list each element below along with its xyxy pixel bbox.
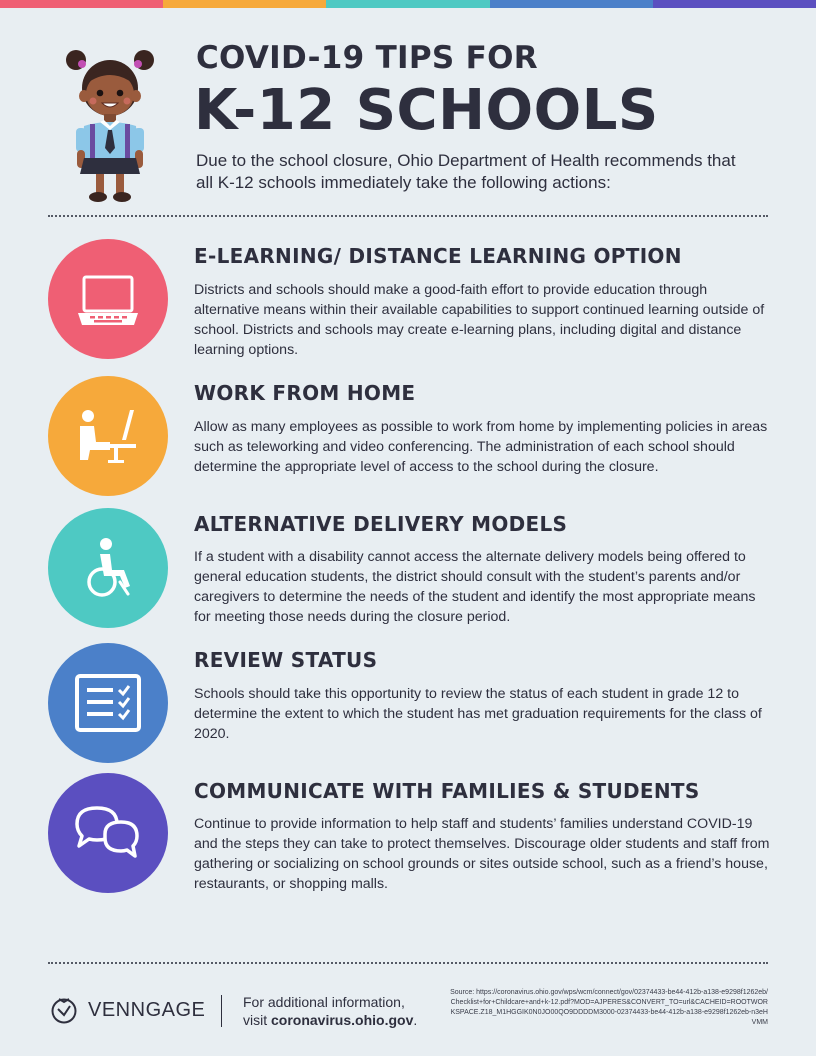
section-icon-circle: [48, 508, 168, 628]
dotted-divider: [48, 962, 768, 964]
title-small: COVID-19 TIPS FOR: [196, 40, 538, 76]
section-body: Allow as many employees as possible to work from home by implementing policies in areas such as teleworking and video conferencing. The administration of each school should determine the appropriate level of access to the school during the closure.: [194, 419, 768, 475]
student-illustration: [62, 44, 158, 204]
additional-info-line2: [243, 1011, 417, 1029]
laptop-icon: [72, 263, 144, 335]
color-bar-segment: [0, 0, 163, 8]
section-icon-circle: [48, 773, 168, 893]
visit-text: visit: [243, 1012, 271, 1028]
venngage-logo: [50, 996, 205, 1024]
section-icon-circle: [48, 376, 168, 496]
section-body: Schools should take this opportunity to review the status of each student in grade 12 to determine the extent to which the student has met graduation requirements for the class of 2020.: [194, 686, 762, 742]
dotted-divider: [48, 215, 768, 217]
section-body: If a student with a disability cannot access the alternate delivery models being offered to general education students, the district should consult with the student’s parents and/or caregivers to determine the needs of the student and identify the most appropriate means for meeting those needs during the closure period.: [194, 549, 756, 625]
color-bar-segment: [653, 0, 816, 8]
info-link[interactable]: coronavirus.ohio.gov: [271, 1012, 414, 1028]
venngage-logo-icon: [50, 996, 78, 1024]
source-citation: Source: https://coronavirus.ohio.gov/wps/wcm/connect/gov/02374433-be44-412b-a138-e9298f1262eb/Checklist+for+Childcare+and+k-12.pdf?MOD=AJPERES&CONVERT_TO=url&CACHEID=ROOTWORKSPACE.Z18_M1HGGIK0N0JO00QO9DDDDM3000-02374433-be44-412b-a138-e9298f1262eb-n3eHVMM: [450, 989, 768, 1026]
intro-text: Due to the school closure, Ohio Department of Health recommends that all K-12 schools immediately take the following actions:: [196, 151, 736, 192]
section-title: REVIEW STATUS: [194, 648, 378, 672]
section-body: Districts and schools should make a good-faith effort to provide education through alternative means within their available capabilities to support continued learning outside of school. Districts and schools may create e-learning plans, including digital and distance learning options.: [194, 282, 765, 358]
color-bar-segment: [326, 0, 489, 8]
top-color-bar: [0, 0, 816, 8]
checklist-icon: [71, 666, 145, 740]
section-title: ALTERNATIVE DELIVERY MODELS: [194, 512, 568, 536]
color-bar-segment: [490, 0, 653, 8]
brand-name: VENNGAGE: [88, 998, 206, 1021]
section-icon-circle: [48, 643, 168, 763]
section-icon-circle: [48, 239, 168, 359]
additional-info-line1: For additional information,: [243, 994, 405, 1010]
color-bar-segment: [163, 0, 326, 8]
period: .: [413, 1012, 418, 1028]
section-body: Continue to provide information to help staff and students’ families understand COVID-19 and the steps they can take to protect themselves. Discourage older students and staff from gathering or socializing on school grounds or sites outside school, such as a friend’s house, restaurants, or shopping malls.: [194, 816, 770, 892]
section-title: E-LEARNING/ DISTANCE LEARNING OPTION: [194, 244, 682, 268]
wheelchair-icon: [72, 532, 144, 604]
work-from-home-icon: [70, 398, 146, 474]
section-title: WORK FROM HOME: [194, 381, 416, 405]
page-title: K-12 SCHOOLS: [194, 78, 659, 143]
chat-bubbles-icon: [69, 794, 147, 872]
additional-info: [243, 993, 417, 1029]
footer-separator: [221, 995, 222, 1027]
section-title: COMMUNICATE WITH FAMILIES & STUDENTS: [194, 779, 700, 803]
